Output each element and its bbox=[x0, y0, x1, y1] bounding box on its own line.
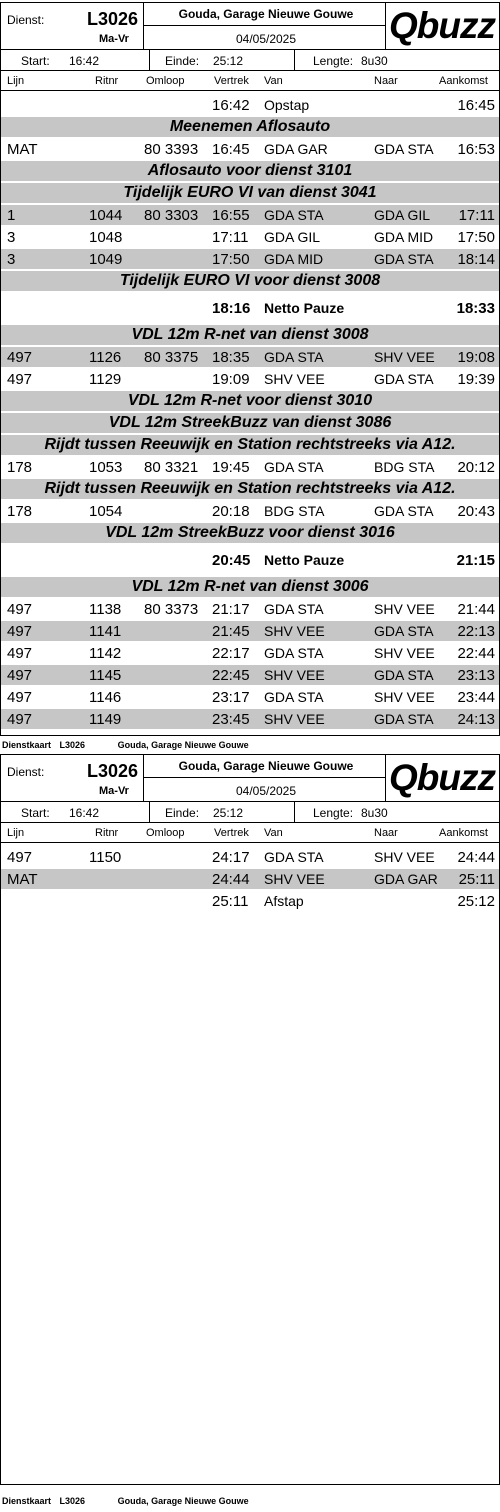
trip-lijn: 497 bbox=[7, 349, 33, 366]
trip-naar: GDA MID bbox=[374, 229, 434, 245]
trip-vertrek: 17:11 bbox=[212, 229, 249, 246]
card-header bbox=[1, 755, 499, 801]
trip-naar: GDA STA bbox=[374, 711, 434, 727]
trip-van: SHV VEE bbox=[264, 667, 325, 683]
trip-lijn: MAT bbox=[7, 871, 38, 888]
col-naar: Naar bbox=[374, 827, 398, 839]
trip-row bbox=[1, 643, 499, 663]
section-title: VDL 12m StreekBuzz voor dienst 3016 bbox=[1, 523, 499, 543]
trip-row bbox=[1, 457, 499, 477]
trip-van: GDA GAR bbox=[264, 141, 328, 157]
trip-vertrek: 19:45 bbox=[212, 459, 250, 476]
trip-vertrek: 23:45 bbox=[212, 711, 250, 728]
trip-row bbox=[1, 709, 499, 729]
trip-ritnr: 1129 bbox=[89, 371, 122, 388]
trip-vertrek: 16:55 bbox=[212, 207, 250, 224]
col-vertrek: Vertrek bbox=[214, 75, 249, 87]
start-time: 16:42 bbox=[69, 806, 100, 820]
lengte-label: Lengte: bbox=[313, 54, 354, 68]
trip-van: GDA STA bbox=[264, 689, 324, 705]
trip-van: GDA STA bbox=[264, 349, 324, 365]
trip-vertrek: 16:42 bbox=[212, 97, 250, 114]
trip-row bbox=[1, 347, 499, 367]
trip-aankomst: 20:12 bbox=[457, 459, 495, 476]
trip-van: GDA STA bbox=[264, 207, 324, 223]
trip-lijn: 178 bbox=[7, 503, 33, 520]
trip-vertrek: 22:17 bbox=[212, 645, 250, 662]
col-omloop: Omloop bbox=[146, 827, 185, 839]
footer-code: L3026 bbox=[59, 740, 86, 750]
trip-ritnr: 1150 bbox=[89, 849, 122, 866]
trip-aankomst: 17:50 bbox=[457, 229, 495, 246]
pause-start: 20:45 bbox=[212, 552, 251, 569]
trip-row bbox=[1, 599, 499, 619]
pause-label: Netto Pauze bbox=[264, 552, 345, 568]
trip-ritnr: 1145 bbox=[89, 667, 122, 684]
trip-van: GDA STA bbox=[264, 645, 324, 661]
section-title: VDL 12m R-net van dienst 3006 bbox=[1, 577, 499, 597]
trip-aankomst: 23:44 bbox=[457, 689, 495, 706]
trip-aankomst: 24:44 bbox=[457, 849, 495, 866]
trip-naar: GDA STA bbox=[374, 141, 434, 157]
qbuzz-logo: Qbuzz bbox=[389, 5, 495, 46]
trip-vertrek: 21:17 bbox=[212, 601, 250, 618]
trip-naar: SHV VEE bbox=[374, 601, 435, 617]
trip-vertrek: 19:09 bbox=[212, 371, 250, 388]
trip-aankomst: 19:08 bbox=[457, 349, 495, 366]
trip-row bbox=[1, 205, 499, 225]
trip-naar: GDA STA bbox=[374, 623, 434, 639]
trip-lijn: 497 bbox=[7, 667, 33, 684]
duty-times-row bbox=[1, 49, 499, 71]
trip-aankomst: 16:45 bbox=[457, 97, 495, 114]
dienst-days: Ma-Vr bbox=[99, 33, 129, 45]
start-label: Start: bbox=[21, 806, 50, 820]
trip-row bbox=[1, 869, 499, 889]
col-naar: Naar bbox=[374, 75, 398, 87]
trip-vertrek: 24:44 bbox=[212, 871, 250, 888]
footer-page-1 bbox=[2, 740, 255, 750]
einde-time: 25:12 bbox=[213, 806, 244, 820]
trip-lijn: 497 bbox=[7, 371, 33, 388]
trip-row bbox=[1, 665, 499, 685]
column-header bbox=[1, 823, 499, 843]
trip-omloop: 80 3321 bbox=[144, 459, 199, 476]
footer-label: Dienstkaart bbox=[2, 1496, 52, 1506]
trip-naar: SHV VEE bbox=[374, 645, 435, 661]
lengte-value: 8u30 bbox=[361, 806, 388, 820]
trip-row bbox=[1, 891, 499, 911]
trip-ritnr: 1126 bbox=[89, 349, 122, 366]
trip-van: GDA MID bbox=[264, 251, 324, 267]
trip-aankomst: 24:13 bbox=[457, 711, 495, 728]
trip-omloop: 80 3303 bbox=[144, 207, 199, 224]
trip-van: BDG STA bbox=[264, 503, 325, 519]
garage-name: Gouda, Garage Nieuwe Gouwe bbox=[178, 7, 354, 21]
pause-label: Netto Pauze bbox=[264, 300, 345, 316]
trip-row bbox=[1, 847, 499, 867]
start-label: Start: bbox=[21, 54, 50, 68]
trip-row bbox=[1, 501, 499, 521]
trip-naar: GDA GAR bbox=[374, 871, 438, 887]
trip-ritnr: 1141 bbox=[89, 623, 122, 640]
lengte-value: 8u30 bbox=[361, 54, 388, 68]
trip-lijn: MAT bbox=[7, 141, 38, 158]
trip-row bbox=[1, 227, 499, 247]
footer-garage: Gouda, Garage Nieuwe Gouwe bbox=[117, 740, 249, 750]
trip-ritnr: 1049 bbox=[89, 251, 123, 268]
trip-van: SHV VEE bbox=[264, 711, 325, 727]
pause-end: 21:15 bbox=[456, 552, 495, 569]
trip-vertrek: 16:45 bbox=[212, 141, 250, 158]
trip-naar: SHV VEE bbox=[374, 689, 435, 705]
trip-van: GDA GIL bbox=[264, 229, 321, 245]
trip-aankomst: 22:13 bbox=[457, 623, 495, 640]
pause-end: 18:33 bbox=[456, 300, 495, 317]
trip-ritnr: 1138 bbox=[89, 601, 122, 618]
footer-code: L3026 bbox=[59, 1496, 86, 1506]
duty-date: 04/05/2025 bbox=[235, 784, 297, 798]
einde-label: Einde: bbox=[165, 806, 200, 820]
trip-vertrek: 18:35 bbox=[212, 349, 250, 366]
section-title: Meenemen Aflosauto bbox=[1, 117, 499, 137]
start-time: 16:42 bbox=[69, 54, 100, 68]
pause-row bbox=[1, 545, 499, 575]
trip-omloop: 80 3393 bbox=[144, 141, 199, 158]
trip-aankomst: 25:11 bbox=[458, 871, 495, 888]
einde-time: 25:12 bbox=[213, 54, 244, 68]
trip-lijn: 497 bbox=[7, 623, 33, 640]
trip-vertrek: 21:45 bbox=[212, 623, 250, 640]
section-title: VDL 12m R-net voor dienst 3010 bbox=[1, 391, 499, 411]
col-omloop: Omloop bbox=[146, 75, 185, 87]
trip-naar: GDA GIL bbox=[374, 207, 431, 223]
section-title: Tijdelijk EURO VI voor dienst 3008 bbox=[1, 271, 499, 291]
dienst-code: L3026 bbox=[87, 761, 139, 781]
footer-garage: Gouda, Garage Nieuwe Gouwe bbox=[117, 1496, 249, 1506]
trip-vertrek: 25:11 bbox=[212, 893, 249, 910]
trip-omloop: 80 3375 bbox=[144, 349, 199, 366]
footer-label: Dienstkaart bbox=[2, 740, 52, 750]
trip-row bbox=[1, 95, 499, 115]
trip-van: GDA STA bbox=[264, 459, 324, 475]
trip-lijn: 497 bbox=[7, 645, 33, 662]
trip-vertrek: 22:45 bbox=[212, 667, 250, 684]
duty-times-row bbox=[1, 801, 499, 823]
trip-van: SHV VEE bbox=[264, 623, 325, 639]
trip-ritnr: 1149 bbox=[89, 711, 122, 728]
dienst-code: L3026 bbox=[87, 9, 139, 29]
trip-aankomst: 22:44 bbox=[457, 645, 495, 662]
trip-vertrek: 23:17 bbox=[212, 689, 250, 706]
col-van: Van bbox=[264, 827, 283, 839]
trip-lijn: 3 bbox=[7, 229, 16, 246]
trip-vertrek: 17:50 bbox=[212, 251, 250, 268]
trip-vertrek: 20:18 bbox=[212, 503, 250, 520]
section-title: VDL 12m R-net van dienst 3008 bbox=[1, 325, 499, 345]
trip-row bbox=[1, 621, 499, 641]
trip-row bbox=[1, 139, 499, 159]
qbuzz-logo: Qbuzz bbox=[389, 757, 495, 798]
trip-van: GDA STA bbox=[264, 601, 324, 617]
trip-naar: GDA STA bbox=[374, 503, 434, 519]
trip-lijn: 497 bbox=[7, 689, 33, 706]
trip-van: GDA STA bbox=[264, 849, 324, 865]
trip-lijn: 497 bbox=[7, 601, 33, 618]
trip-aankomst: 17:11 bbox=[458, 207, 495, 224]
lengte-label: Lengte: bbox=[313, 806, 354, 820]
col-aankomst: Aankomst bbox=[439, 827, 488, 839]
trip-row bbox=[1, 249, 499, 269]
col-vertrek: Vertrek bbox=[214, 827, 249, 839]
trip-lijn: 497 bbox=[7, 849, 33, 866]
dienst-days: Ma-Vr bbox=[99, 785, 129, 797]
trip-ritnr: 1053 bbox=[89, 459, 123, 476]
trip-naar: GDA STA bbox=[374, 667, 434, 683]
trip-row bbox=[1, 369, 499, 389]
card-header bbox=[1, 3, 499, 49]
dienst-label: Dienst: bbox=[7, 13, 45, 27]
duty-card-page-1 bbox=[0, 2, 500, 736]
trip-ritnr: 1146 bbox=[89, 689, 122, 706]
col-aankomst: Aankomst bbox=[439, 75, 488, 87]
trip-naar: GDA STA bbox=[374, 371, 434, 387]
trip-ritnr: 1044 bbox=[89, 207, 123, 224]
col-lijn: Lijn bbox=[7, 75, 25, 87]
section-title: Rijdt tussen Reeuwijk en Station rechtstreeks via A12. bbox=[1, 479, 499, 499]
pause-start: 18:16 bbox=[212, 300, 251, 317]
column-header bbox=[1, 71, 499, 91]
trip-ritnr: 1054 bbox=[89, 503, 123, 520]
trip-ritnr: 1048 bbox=[89, 229, 123, 246]
col-van: Van bbox=[264, 75, 283, 87]
trip-naar: BDG STA bbox=[374, 459, 435, 475]
trip-omloop: 80 3373 bbox=[144, 601, 199, 618]
trip-aankomst: 20:43 bbox=[457, 503, 495, 520]
trip-lijn: 178 bbox=[7, 459, 33, 476]
section-title: Tijdelijk EURO VI van dienst 3041 bbox=[1, 183, 499, 203]
trip-van: SHV VEE bbox=[264, 871, 325, 887]
trip-van: SHV VEE bbox=[264, 371, 325, 387]
col-ritnr: Ritnr bbox=[95, 827, 119, 839]
trip-aankomst: 16:53 bbox=[457, 141, 495, 158]
col-ritnr: Ritnr bbox=[95, 75, 119, 87]
trip-lijn: 3 bbox=[7, 251, 16, 268]
trip-naar: SHV VEE bbox=[374, 349, 435, 365]
trip-lijn: 497 bbox=[7, 711, 33, 728]
einde-label: Einde: bbox=[165, 54, 200, 68]
section-title: Aflosauto voor dienst 3101 bbox=[1, 161, 499, 181]
trip-aankomst: 19:39 bbox=[457, 371, 495, 388]
trip-aankomst: 18:14 bbox=[457, 251, 495, 268]
garage-name: Gouda, Garage Nieuwe Gouwe bbox=[178, 759, 354, 773]
trip-aankomst: 25:12 bbox=[457, 893, 495, 910]
duty-date: 04/05/2025 bbox=[235, 32, 297, 46]
trip-van: Afstap bbox=[264, 893, 304, 909]
col-lijn: Lijn bbox=[7, 827, 25, 839]
section-title: VDL 12m StreekBuzz van dienst 3086 bbox=[1, 413, 499, 433]
section-title: Rijdt tussen Reeuwijk en Station rechtstreeks via A12. bbox=[1, 435, 499, 455]
duty-card-page-2 bbox=[0, 754, 500, 1485]
trip-naar: SHV VEE bbox=[374, 849, 435, 865]
dienst-label: Dienst: bbox=[7, 765, 45, 779]
trip-row bbox=[1, 687, 499, 707]
trip-naar: GDA STA bbox=[374, 251, 434, 267]
trip-van: Opstap bbox=[264, 97, 310, 113]
trip-aankomst: 21:44 bbox=[457, 601, 495, 618]
footer-page-2 bbox=[2, 1496, 255, 1506]
trip-lijn: 1 bbox=[7, 207, 16, 224]
pause-row bbox=[1, 293, 499, 323]
trip-aankomst: 23:13 bbox=[457, 667, 495, 684]
trip-vertrek: 24:17 bbox=[212, 849, 250, 866]
trip-ritnr: 1142 bbox=[89, 645, 122, 662]
